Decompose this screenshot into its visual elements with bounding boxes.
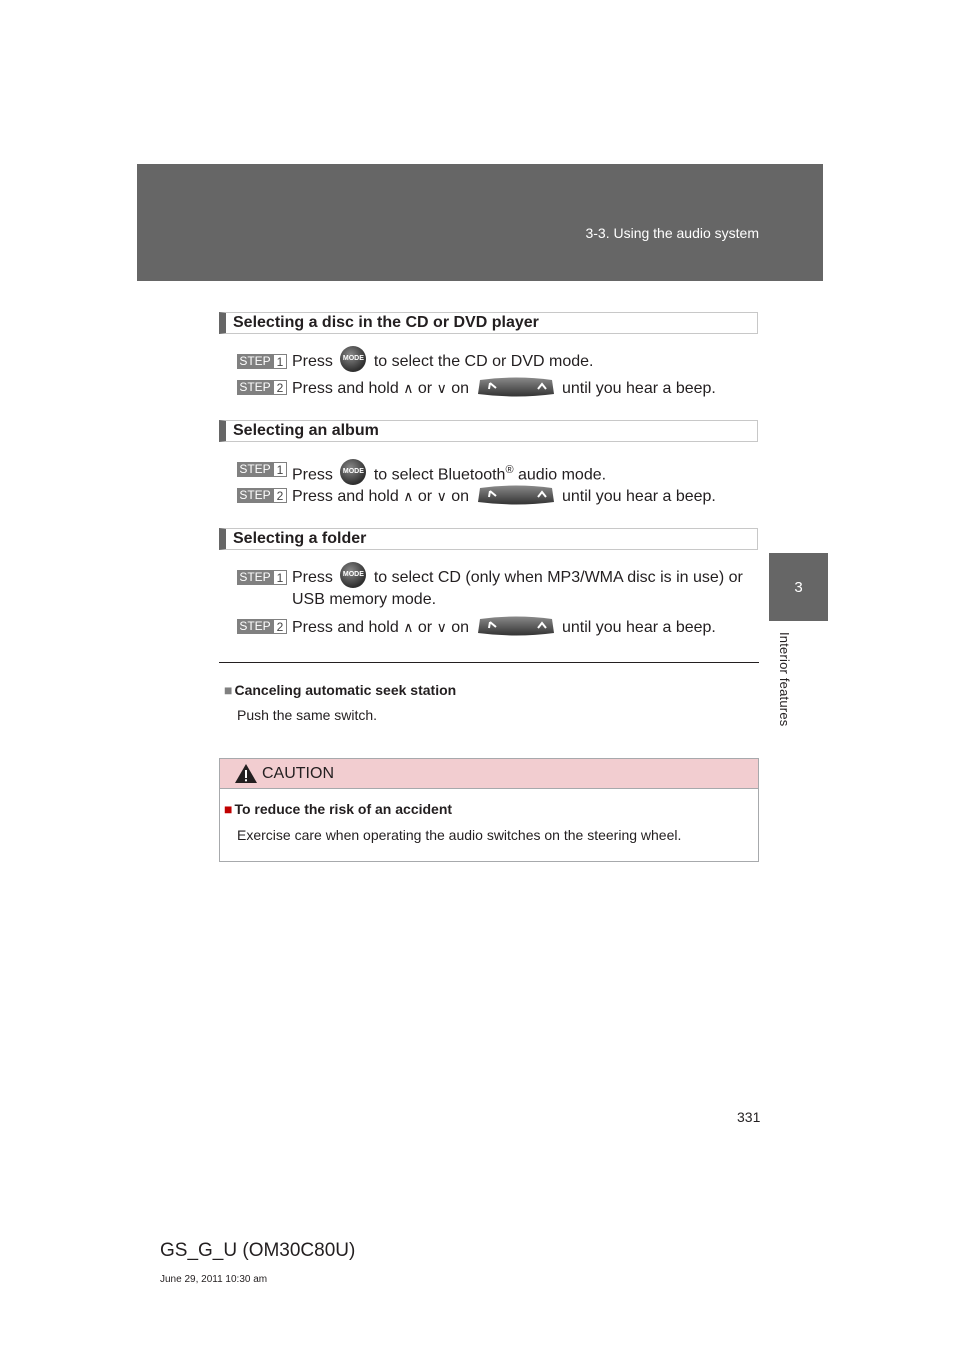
mode-button-icon: MODE — [340, 459, 366, 485]
step-badge: STEP 2 — [237, 380, 289, 395]
up-arrow-icon: ∧ — [403, 619, 414, 635]
divider — [219, 662, 759, 663]
mode-button-icon: MODE — [340, 346, 366, 372]
step-badge: STEP 2 — [237, 619, 289, 634]
section-title: 3-3. Using the audio system — [585, 225, 759, 241]
down-arrow-icon: ∨ — [436, 619, 447, 635]
step-badge: STEP 1 — [237, 462, 289, 477]
step-badge: STEP 2 — [237, 488, 289, 503]
up-arrow-icon: ∧ — [403, 488, 414, 504]
up-arrow-icon: ∧ — [403, 380, 414, 396]
doc-code: GS_G_U (OM30C80U) — [160, 1240, 356, 1261]
down-arrow-icon: ∨ — [436, 380, 447, 396]
step-badge: STEP 1 — [237, 354, 289, 369]
caution-title: CAUTION — [262, 765, 334, 782]
chapter-tab — [769, 553, 828, 621]
caution-box — [219, 758, 759, 862]
section-heading-album: Selecting an album — [219, 420, 758, 442]
note-body: Push the same switch. — [237, 707, 378, 723]
steering-switch-icon — [476, 376, 556, 398]
section-heading-disc: Selecting a disc in the CD or DVD player — [219, 312, 758, 334]
caution-item-text: Exercise care when operating the audio switches on the steering wheel. — [237, 827, 682, 843]
section-heading-folder: Selecting a folder — [219, 528, 758, 550]
doc-date: June 29, 2011 10:30 am — [160, 1274, 268, 1285]
chapter-number: 3 — [794, 578, 803, 596]
down-arrow-icon: ∨ — [436, 488, 447, 504]
header-bar — [137, 164, 823, 281]
square-bullet-icon: ■ — [224, 801, 233, 817]
steering-switch-icon — [476, 615, 556, 637]
caution-header — [220, 759, 758, 789]
note-heading: ■ Canceling automatic seek station — [224, 682, 457, 698]
step-badge: STEP 1 — [237, 570, 289, 585]
steering-switch-icon — [476, 484, 556, 506]
warning-triangle-icon — [234, 763, 258, 784]
chapter-label: Interior features — [777, 632, 792, 727]
page-number: 331 — [737, 1109, 761, 1125]
mode-button-icon: MODE — [340, 562, 366, 588]
square-bullet-icon: ■ — [224, 682, 233, 698]
caution-item-heading: ■ To reduce the risk of an accident — [224, 801, 453, 817]
